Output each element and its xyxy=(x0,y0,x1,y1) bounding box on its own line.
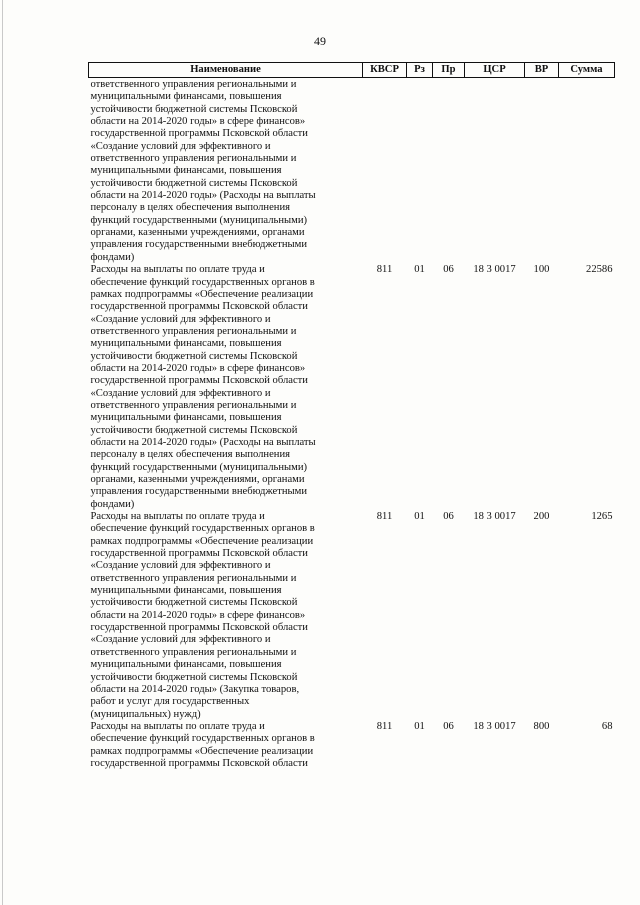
row-sum: 22586 xyxy=(586,264,613,276)
table-row xyxy=(89,721,615,770)
row-kvsr: 811 xyxy=(376,720,393,732)
row-name: Расходы на выплаты по оплате труда и обеспечение функций государственных органов в рамках подпрограммы «Обеспечение реализации государственной программы Псковской области «Создание условий для эффективного и ответственного управления региональными и муниципальными финансами, повышения устойчивости бюджетной системы Псковской области на 2014-2020 годы» в сфере финансов» государственной программы Псковской области «Создание условий для эффективного и ответственного управления региональными и муниципальными финансами, повышения устойчивости бюджетной системы Псковской области на 2014-2020 годы» (Закупка товаров, работ и услуг для государственных (муниципальных) нужд) xyxy=(90,511,315,720)
header-kvsr: КВСР xyxy=(363,63,407,78)
row-rz: 01 xyxy=(414,511,425,523)
row-kvsr: 811 xyxy=(376,264,393,276)
row-rz: 01 xyxy=(414,720,425,732)
row-csr: 18 3 0017 xyxy=(473,720,516,732)
row-vr: 800 xyxy=(533,720,550,732)
header-csr: ЦСР xyxy=(465,63,525,78)
table-row-continuation xyxy=(89,78,615,265)
row-csr: 18 3 0017 xyxy=(473,264,516,276)
table-row xyxy=(89,511,615,721)
row-pr: 06 xyxy=(443,264,454,276)
row-rz: 01 xyxy=(414,264,425,276)
row-pr: 06 xyxy=(443,720,454,732)
row-name: Расходы на выплаты по оплате труда и обеспечение функций государственных органов в рамках подпрограммы «Обеспечение реализации государственной программы Псковской области «Создание условий для эффективного и ответственного управления региональными и муниципальными финансами, повышения устойчивости бюджетной системы Псковской области на 2014-2020 годы» в сфере финансов» государственной программы Псковской области «Создание условий для эффективного и ответственного управления региональными и муниципальными финансами, повышения устойчивости бюджетной системы Псковской области на 2014-2020 годы» (Расходы на выплаты персоналу в целях обеспечения выполнения функций государственными (муниципальными) органами, казенными учреждениями, органами управления государственными внебюджетными фондами) xyxy=(90,264,316,510)
row-sum: 68 xyxy=(601,720,613,732)
page-edge xyxy=(2,0,3,905)
table-header-row xyxy=(89,63,615,78)
page-number: 49 xyxy=(314,34,326,48)
row-pr: 06 xyxy=(443,511,454,523)
header-vr: ВР xyxy=(525,63,559,78)
header-pr: Пр xyxy=(433,63,465,78)
row-vr: 200 xyxy=(533,511,550,523)
row-name: Расходы на выплаты по оплате труда и обеспечение функций государственных органов в рамках подпрограммы «Обеспечение реализации государственной программы Псковской области xyxy=(90,720,315,769)
table-row xyxy=(89,264,615,511)
row-sum: 1265 xyxy=(591,511,613,523)
budget-table xyxy=(88,62,615,770)
header-sum: Сумма xyxy=(559,63,615,78)
continuation-text: ответственного управления региональными и муниципальными финансами, повышения устойчивости бюджетной системы Псковской области на 2014-2020 годы» в сфере финансов» государственной программы Псковской области «Создание условий для эффективного и ответственного управления региональными и муниципальными финансами, повышения устойчивости бюджетной системы Псковской области на 2014-2020 годы» (Расходы на выплаты персоналу в целях обеспечения выполнения функций государственными (муниципальными) органами, казенными учреждениями, органами управления государственными внебюджетными фондами) xyxy=(90,79,316,263)
row-vr: 100 xyxy=(533,264,550,276)
row-kvsr: 811 xyxy=(376,511,393,523)
header-name: Наименование xyxy=(89,63,363,78)
header-rz: Рз xyxy=(407,63,433,78)
row-csr: 18 3 0017 xyxy=(473,511,516,523)
